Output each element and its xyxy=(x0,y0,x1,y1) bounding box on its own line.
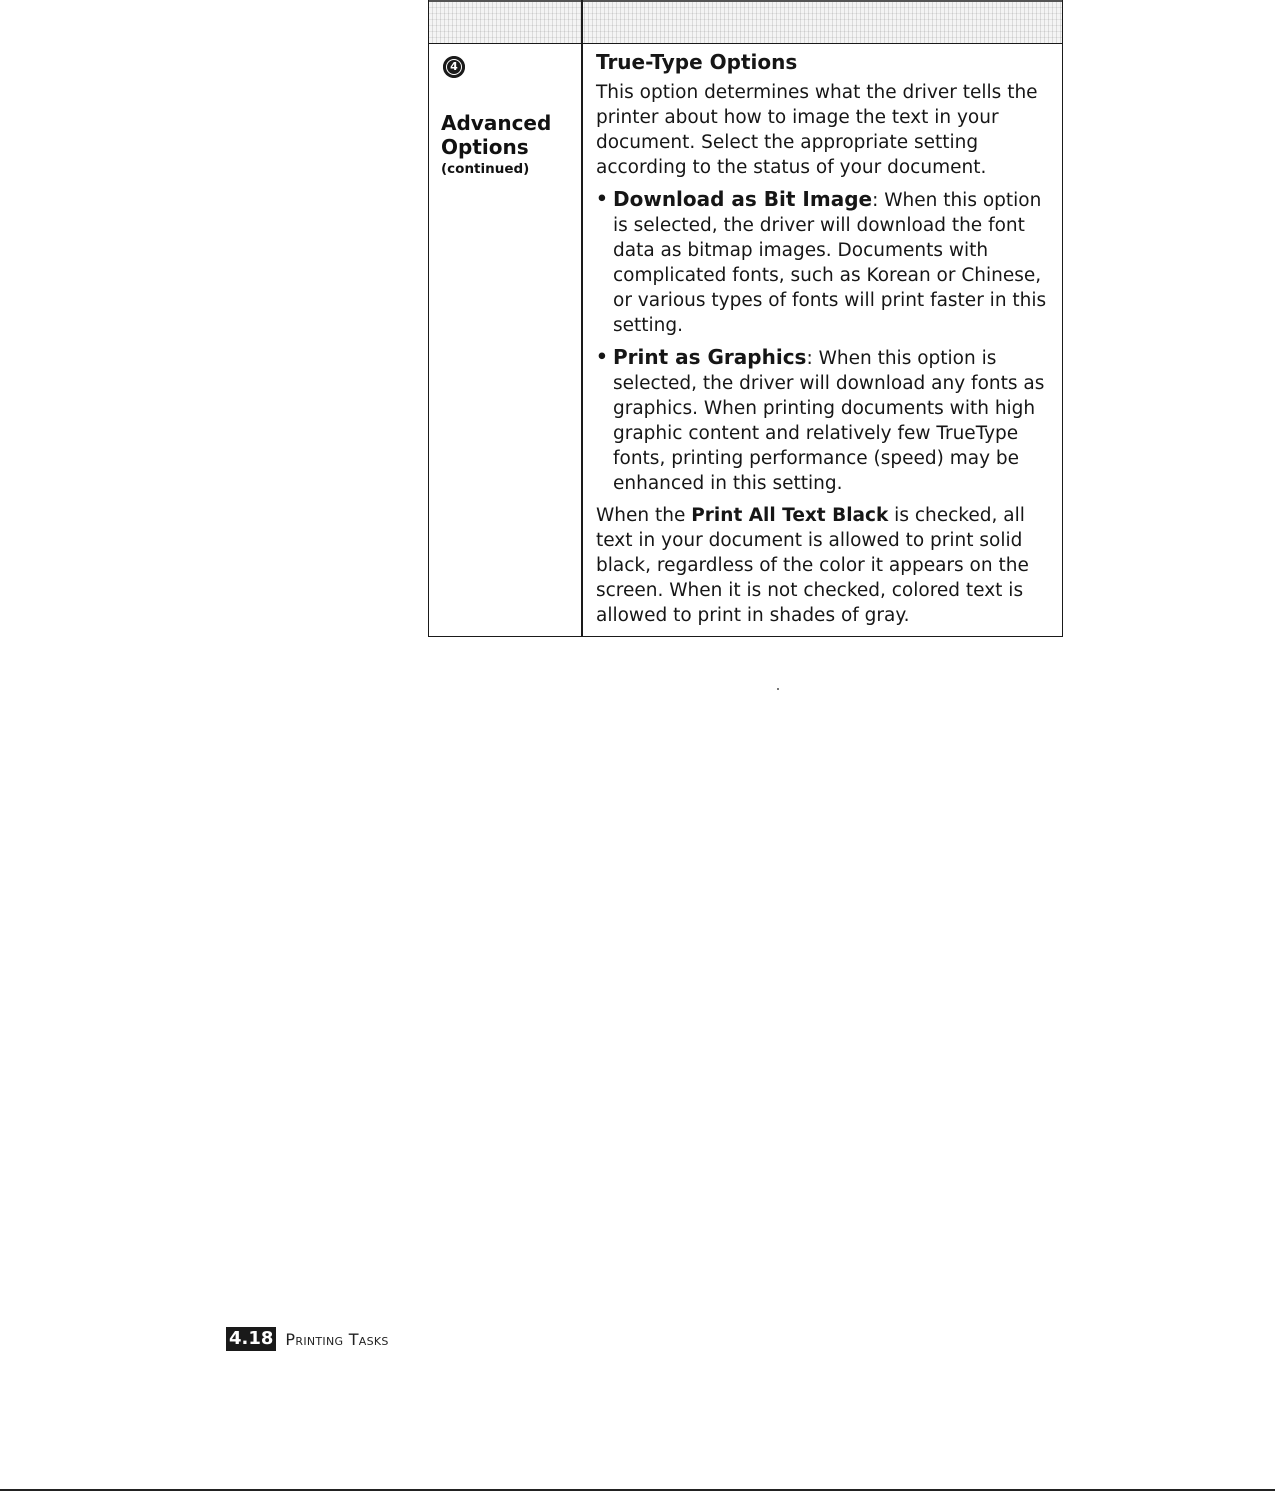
bullet-download-as-bit-image xyxy=(596,187,1051,338)
scan-speck xyxy=(777,688,779,690)
closing-prefix: When the xyxy=(596,505,692,526)
table-right-cell xyxy=(596,49,1051,635)
table-left-cell xyxy=(441,56,571,178)
options-table xyxy=(428,0,1063,637)
section-title: Advanced Options xyxy=(441,111,552,159)
closing-suffix: is checked, all text in your document is allowed to print solid black, regardless of the color it appears on the screen. When it is not checked, colored text is allowed to print in shades of gray. xyxy=(596,505,1029,626)
column-divider xyxy=(581,0,583,636)
step-number-badge xyxy=(443,56,465,78)
header-top-rule xyxy=(429,0,1062,2)
bottom-rule xyxy=(0,1489,1275,1491)
bullet-term: Download as Bit Image xyxy=(613,187,873,211)
option-heading: True-Type Options xyxy=(596,50,798,74)
intro-paragraph: This option determines what the driver tells the printer about how to image the text in your document. Select the appropriate setting according to the status of your document. xyxy=(596,82,1038,178)
footer-section-name: Printing Tasks xyxy=(285,1329,389,1349)
step-number: 4 xyxy=(446,59,462,75)
closing-paragraph xyxy=(596,503,1051,628)
bullet-term: Print as Graphics xyxy=(613,345,807,369)
page-number-badge: 4.18 xyxy=(226,1327,276,1351)
section-subtitle: (continued) xyxy=(441,161,530,177)
table-header-row xyxy=(429,0,1062,44)
bullet-dot: • xyxy=(596,347,608,368)
bullet-text: : When this option is selected, the driver will download any fonts as graphics. When printing documents with high graphic content and relatively few TrueType fonts, printing performance (speed) may be enhanced in this setting. xyxy=(613,348,1045,494)
bullet-dot: • xyxy=(596,189,608,210)
bullet-text: : When this option is selected, the driver will download the font data as bitmap images. Documents with complicated fonts, such as Korean or Chinese, or various types of fonts will print faster in this setting. xyxy=(613,190,1047,336)
closing-term: Print All Text Black xyxy=(691,505,889,526)
page-footer xyxy=(226,1327,389,1351)
bullet-print-as-graphics xyxy=(596,345,1051,496)
